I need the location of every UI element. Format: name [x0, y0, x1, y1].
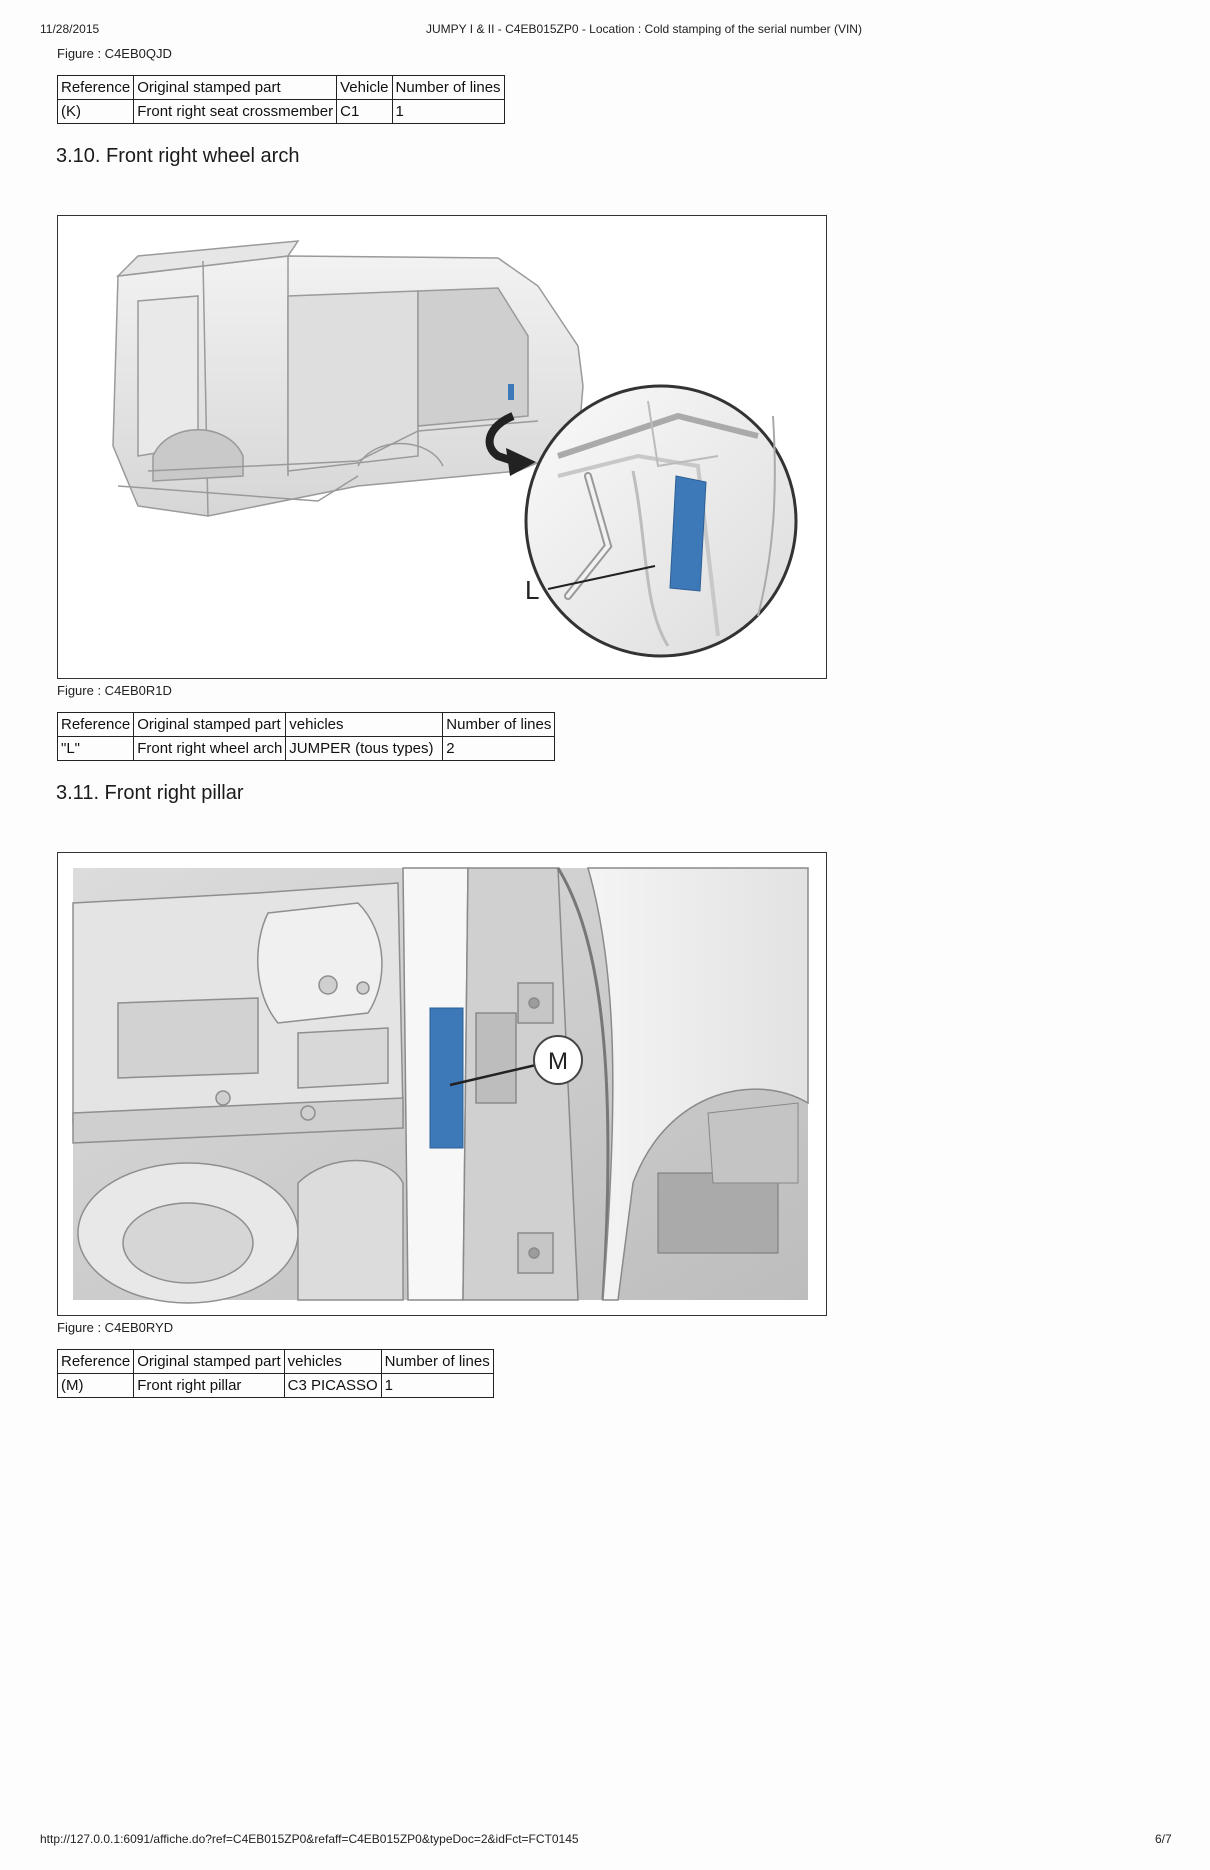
- stamped-part-m: [430, 1008, 463, 1148]
- print-date: 11/28/2015: [40, 22, 100, 36]
- figure-caption-ryd: Figure : C4EB0RYD: [57, 1320, 174, 1335]
- table-cell: C3 PICASSO: [284, 1374, 381, 1398]
- wheel-well-part: [658, 1173, 778, 1253]
- table-cell: Front right seat crossmember: [134, 100, 337, 124]
- table-cell: JUMPER (tous types): [286, 737, 443, 761]
- table-cell: Front right pillar: [134, 1374, 284, 1398]
- table-header-cell: Number of lines: [443, 713, 555, 737]
- table-reference-l: [57, 712, 555, 761]
- table-header-cell: Original stamped part: [134, 1350, 284, 1374]
- zoom-circle: [526, 386, 796, 656]
- table-header-cell: Number of lines: [392, 76, 504, 100]
- figure-pillar: [57, 852, 827, 1316]
- table-row: [58, 1374, 494, 1398]
- table-header-cell: Original stamped part: [134, 713, 286, 737]
- callout-label-m: M: [548, 1048, 568, 1075]
- footer-url[interactable]: http://127.0.0.1:6091/affiche.do?ref=C4EB015ZP0&refaff=C4EB015ZP0&typeDoc=2&idFct=FCT0145: [40, 1832, 579, 1846]
- document-title: JUMPY I & II - C4EB015ZP0 - Location : Cold stamping of the serial number (VIN): [426, 22, 862, 36]
- table-row: [58, 737, 555, 761]
- wheel-well-bracket: [708, 1103, 798, 1183]
- table-cell: (M): [58, 1374, 134, 1398]
- figure-caption-qjd: Figure : C4EB0QJD: [57, 46, 172, 61]
- table-header-cell: vehicles: [284, 1350, 381, 1374]
- figure-wheel-arch: [57, 215, 827, 679]
- pillar-illustration: [58, 853, 826, 1315]
- table-header-row: [58, 713, 555, 737]
- table-row: [58, 100, 505, 124]
- table-cell: 2: [443, 737, 555, 761]
- table-header-row: [58, 1350, 494, 1374]
- table-cell: 1: [381, 1374, 493, 1398]
- stamp-marker-small: [508, 384, 514, 400]
- section-title-wheel-arch: 3.10. Front right wheel arch: [56, 145, 300, 167]
- table-header-cell: Original stamped part: [134, 76, 337, 100]
- table-header-cell: Number of lines: [381, 1350, 493, 1374]
- table-header-row: [58, 76, 505, 100]
- figure-caption-r1d: Figure : C4EB0R1D: [57, 683, 172, 698]
- stamped-part-l: [670, 476, 706, 591]
- table-header-cell: vehicles: [286, 713, 443, 737]
- table-cell: "L": [58, 737, 134, 761]
- table-header-cell: Reference: [58, 76, 134, 100]
- table-cell: C1: [337, 100, 392, 124]
- section-title-pillar: 3.11. Front right pillar: [56, 782, 244, 804]
- table-cell: 1: [392, 100, 504, 124]
- table-header-cell: Vehicle: [337, 76, 392, 100]
- callout-label-l: L: [525, 575, 540, 605]
- van-body: [113, 241, 583, 516]
- table-reference-k: [57, 75, 505, 124]
- van-illustration: [58, 216, 826, 678]
- page-number: 6/7: [1155, 1832, 1172, 1846]
- table-header-cell: Reference: [58, 1350, 134, 1374]
- inner-structure: [73, 883, 403, 1303]
- table-header-cell: Reference: [58, 713, 134, 737]
- table-cell: Front right wheel arch: [134, 737, 286, 761]
- table-cell: (K): [58, 100, 134, 124]
- table-reference-m: [57, 1349, 494, 1398]
